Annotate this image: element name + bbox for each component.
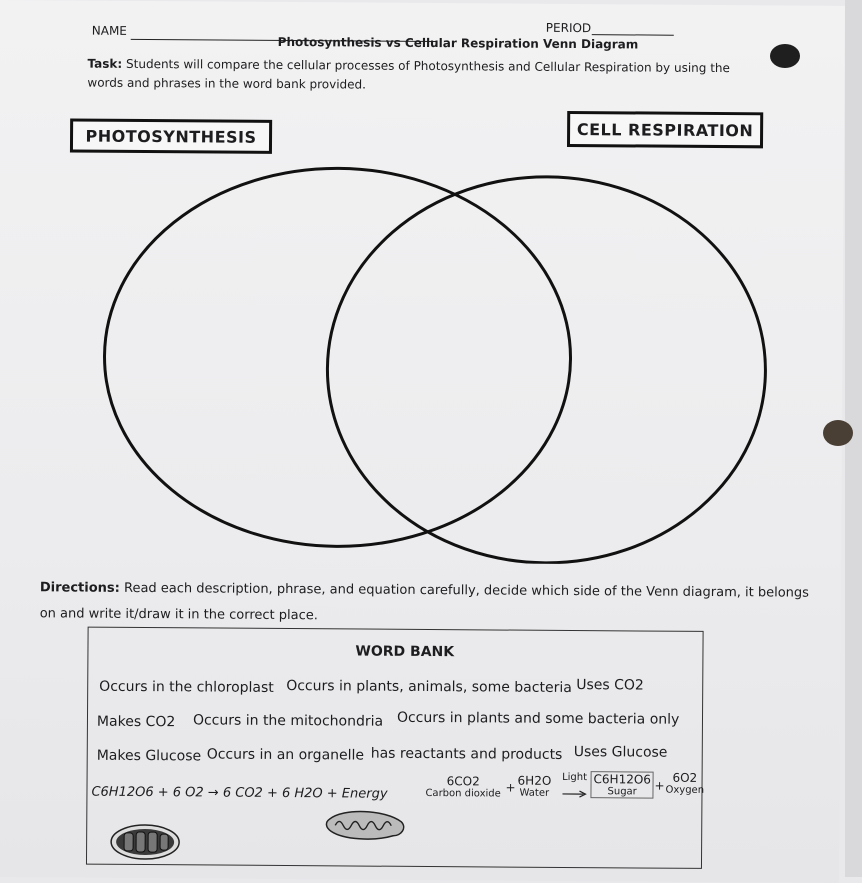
arrow-icon [561, 790, 587, 798]
word-plants-bacteria-only: Occurs in plants and some bacteria only [397, 710, 679, 728]
word-bank-title: WORD BANK [355, 643, 454, 660]
word-reactants-products: has reactants and products [371, 746, 563, 763]
cell-respiration-circle[interactable] [326, 175, 767, 564]
directions-label: Directions: [40, 580, 120, 596]
light-label: Light [562, 772, 588, 783]
word-occurs-organelle: Occurs in an organelle [207, 746, 364, 763]
word-occurs-mitochondria: Occurs in the mitochondria [193, 712, 383, 729]
task-label: Task: [88, 57, 123, 71]
h2o-name: Water [517, 788, 551, 799]
sugar-formula: C6H12O6 [594, 772, 651, 786]
photosynthesis-circle[interactable] [103, 167, 572, 548]
cell-respiration-label: CELL RESPIRATION [567, 111, 763, 148]
binder-hole-middle [823, 420, 853, 446]
word-makes-co2: Makes CO2 [97, 714, 175, 731]
word-plants-animals-bacteria: Occurs in plants, animals, some bacteria [286, 678, 572, 696]
directions-paragraph [40, 575, 820, 632]
co2-formula: 6CO2 [426, 774, 501, 789]
word-makes-glucose: Makes Glucose [97, 748, 202, 765]
mitochondria-icon [323, 809, 407, 844]
photo-eq-co2 [425, 774, 501, 800]
photo-eq-o2 [665, 771, 704, 796]
page-title: Photosynthesis vs Cellular Respiration Venn Diagram [278, 35, 639, 52]
photo-eq-sugar [590, 771, 654, 798]
o2-formula: 6O2 [666, 771, 705, 785]
binder-hole-top [770, 44, 800, 68]
respiration-equation: C6H12O6 + 6 O2 → 6 CO2 + 6 H2O + Energy [91, 785, 387, 802]
word-occurs-chloroplast: Occurs in the chloroplast [99, 679, 274, 696]
venn-diagram [76, 161, 779, 566]
photosynthesis-label: PHOTOSYNTHESIS [70, 118, 272, 153]
task-paragraph [87, 55, 757, 98]
plus-1: + [505, 781, 515, 795]
plus-2: + [654, 779, 664, 793]
task-text: Students will compare the cellular processes of Photosynthesis and Cellular Respiration by using the words and phrases in the word bank provided. [87, 57, 730, 92]
sugar-name: Sugar [593, 786, 650, 797]
period-field[interactable] [592, 26, 674, 36]
photo-eq-h2o [517, 774, 551, 799]
period-label: PERIOD [546, 21, 591, 35]
o2-name: Oxygen [665, 785, 704, 796]
light-arrow [561, 772, 587, 802]
chloroplast-icon [109, 820, 181, 861]
co2-name: Carbon dioxide [425, 788, 500, 800]
name-label: NAME [92, 24, 127, 38]
word-uses-co2: Uses CO2 [576, 677, 644, 693]
directions-text: Read each description, phrase, and equation carefully, decide which side of the Venn diagram, it belongs on and write it/draw it in the correct place. [40, 581, 809, 623]
word-bank [86, 627, 704, 869]
h2o-formula: 6H2O [518, 774, 552, 788]
word-uses-glucose: Uses Glucose [574, 744, 668, 761]
